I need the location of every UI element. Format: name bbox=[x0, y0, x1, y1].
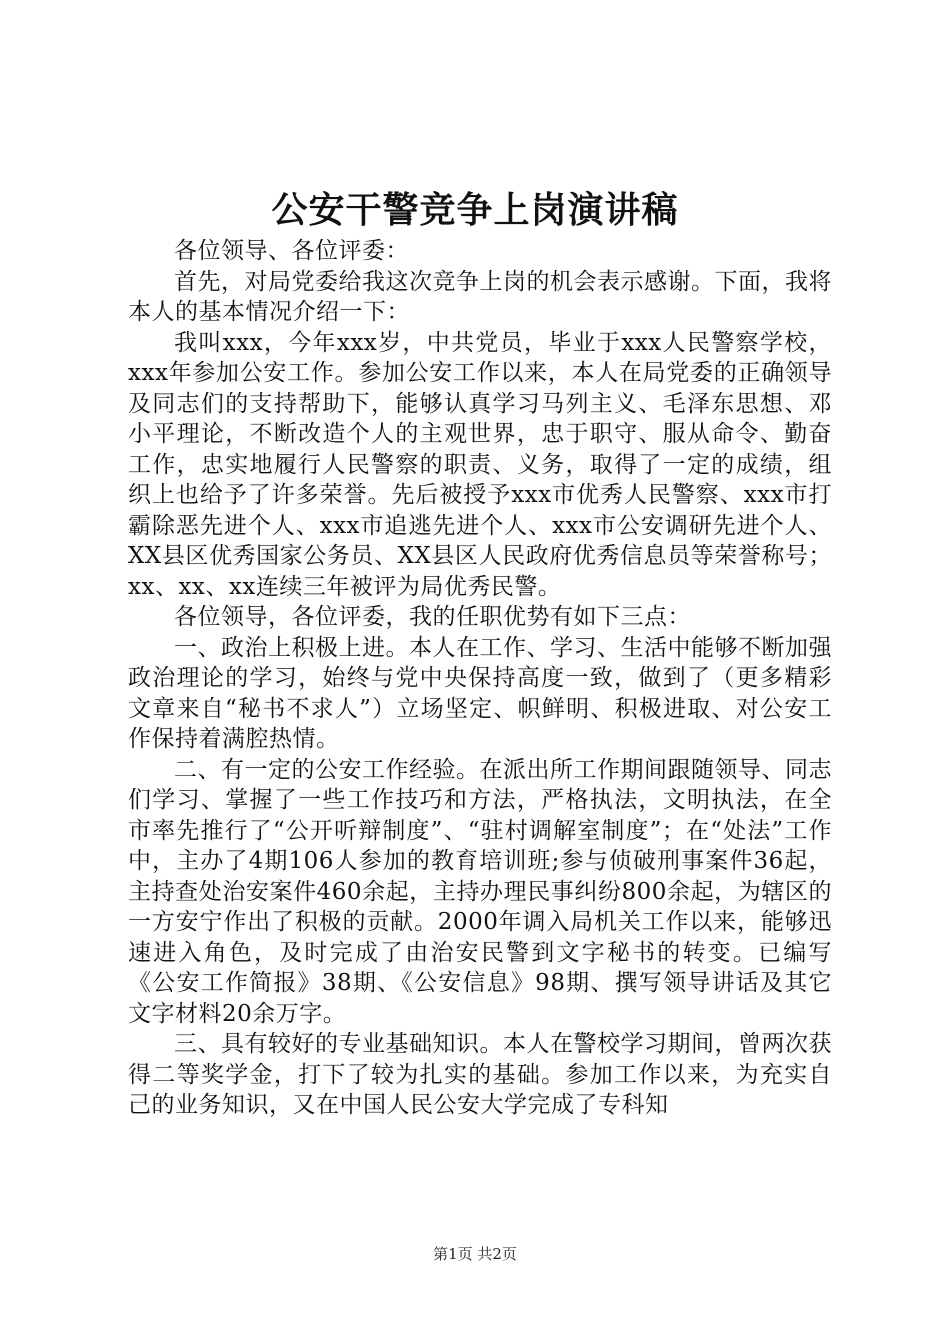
paragraph-advantages-intro: 各位领导，各位评委，我的任职优势有如下三点： bbox=[174, 604, 691, 630]
page-number-footer: 第1页 共2页 bbox=[433, 1245, 517, 1263]
paragraph-advantage-three: 三、具有较好的专业基础知识。本人在警校学习期间，曾两次获得二等奖学金，打下了较为扎实的基础。参加工作以来，为充实自己的业务知识，又在中国人民公安大学完成了专科知 bbox=[128, 1031, 832, 1118]
paragraph-basic-info: 我叫xxx，今年xxx岁，中共党员，毕业于xxx人民警察学校，xxx年参加公安工作。参加公安工作以来，本人在局党委的正确领导及同志们的支持帮助下，能够认真学习马列主义、毛泽东思想、邓小平理论，不断改造个人的主观世界，忠于职守、服从命令、勤奋工作，忠实地履行人民警察的职责、义务，取得了一定的成绩，组织上也给予了许多荣誉。先后被授予xxx市优秀人民警察、xxx市打霸除恶先进个人、xxx市追逃先进个人、xxx市公安调研先进个人、XX县区优秀国家公务员、XX县区人民政府优秀信息员等荣誉称号；xx、xx、xx连续三年被评为局优秀民警。 bbox=[128, 329, 832, 600]
paragraph-opening: 首先，对局党委给我这次竞争上岗的机会表示感谢。下面，我将本人的基本情况介绍一下： bbox=[128, 268, 832, 325]
paragraph-salutation: 各位领导、各位评委： bbox=[174, 238, 409, 264]
paragraph-advantage-two: 二、有一定的公安工作经验。在派出所工作期间跟随领导、同志们学习、掌握了一些工作技巧和方法，严格执法，文明执法，在全市率先推行了“公开听辩制度”、“驻村调解室制度”；在“处法”工作中，主办了4期106人参加的教育培训班;参与侦破刑事案件36起，主持查处治安案件460余起，主持办理民事纠纷800余起，为辖区的一方安宁作出了积极的贡献。2000年调入局机关工作以来，能够迅速进入角色，及时完成了由治安民警到文字秘书的转变。已编写《公安工作简报》38期、《公安信息》98期、撰写领导讲话及其它文字材料20余万字。 bbox=[128, 756, 832, 1027]
document-title: 公安干警竞争上岗演讲稿 bbox=[271, 189, 679, 231]
document-body bbox=[128, 236, 832, 1121]
paragraph-advantage-one: 一、政治上积极上进。本人在工作、学习、生活中能够不断加强政治理论的学习，始终与党中央保持高度一致，做到了（更多精彩文章来自“秘书不求人”）立场坚定、帜鲜明、积极进取、对公安工作保持着满腔热情。 bbox=[128, 634, 832, 752]
